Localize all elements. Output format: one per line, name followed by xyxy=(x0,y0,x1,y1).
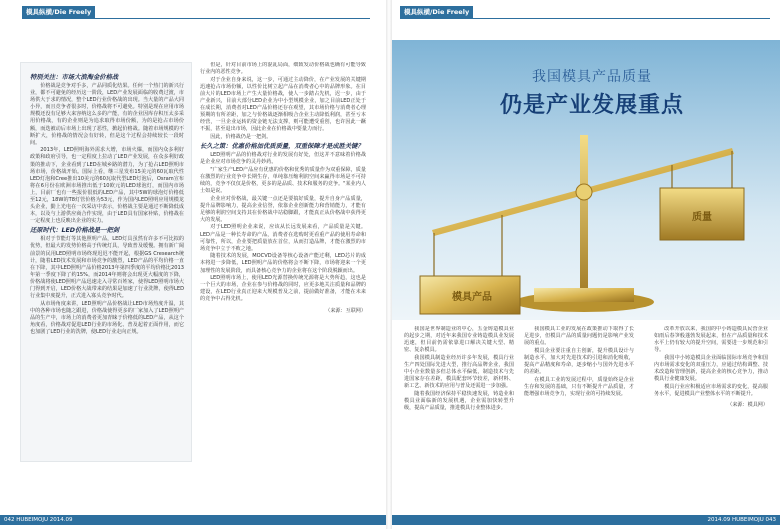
body-paragraph: "广家生产LED产品应有优惠的价格和优秀的质量作为双重保障，质量在激烈的行业竞争中长期生存，单纯靠压缩利润空间来赢得市场是不可持续的，竞争不仅仅是价格，更多的是品质、技术和服务的竞争。"某业内人士如是说。 xyxy=(200,166,366,194)
left-header-rule xyxy=(22,18,370,19)
right-header-rule xyxy=(400,18,770,19)
left-column-1 xyxy=(30,72,184,482)
left-column-2 xyxy=(200,62,366,497)
right-column-1 xyxy=(404,326,514,504)
body-paragraph: 随着技术的发展，MOCVD设备等核心设备产能过剩，LED芯片的成本将进一步降低，LED照明产品的价格将会不断下降，市场将迎来一个更加理性的发展阶段，而具备核心竞争力的企业将在这个阶段脱颖而出。 xyxy=(200,253,366,274)
body-paragraph: 从市场角度来讲，LED照明产品价格战让LED市场热度升温，其中的各种市场也随之跟进，价格战使得更多的厂家加入了LED照明产品的生产中，市场上的消费者更加青睐于价格低的LED产品，从这个角度看，价格战对促进LED行业的市场化、普及起着正面作用，而它也加剧了LED行业的洗牌，使LED行业走向正规。 xyxy=(30,300,184,336)
body-paragraph: LED照明产品的价格战对行业的发展有好处，但这并不意味着价格战是企业应对市场竞争的灵丹妙药。 xyxy=(200,152,366,166)
right-header-tag: 模具纵横/Die Freely xyxy=(400,6,473,18)
left-header-tag: 模具纵横/Die Freely xyxy=(22,6,95,18)
body-paragraph: 模具行业应积极适应市场需求的变化，提高服务水平，促进模具产业整体水平的不断提升。 xyxy=(654,383,768,397)
hero-subtitle: 我国模具产品质量 xyxy=(532,69,652,85)
body-paragraph: 我国中小铸造模具企业面临国际市场竞争和国内市场需求变化的双重压力，应通过结构调整、技术改造和管理创新，提高企业的核心竞争力，推动模具行业健康发展。 xyxy=(654,354,768,383)
hero-title: 仍是产业发展重点 xyxy=(499,93,684,118)
body-paragraph: 价格战是竞争对手多，产品同质化结果。任何一个热门的新兴行业，都不可避免的经历这一阶段，LED产业发展面临的收费过渡，市场供大于求的情况，整个LED行业价格战的出现。当大量的产品大同小异，而且竞争者很多时，价格战将不可避免。特别是现在应用市场规模还没有足够大来容纳这么多的产能，有的企业因库存积压太多采用价格战，有的企业则是为追求取得市场份额，为的是抢占市场份额，而迭被动后市场上出现了恶性，掀起价格战。随着市场规模的不断扩大，价格战的情况会有好转，但是这个过程会持续较长一段时间。 xyxy=(30,83,184,146)
body-paragraph: 但是，针对目前市场上的混乱局面，细致发动价格战也确有可能导致行业内的恶性竞争。 xyxy=(200,62,366,76)
scale-base-block xyxy=(534,288,634,302)
article-source: （来源：互联网） xyxy=(325,307,366,314)
body-paragraph: 因此，价格战仍是一把剑。 xyxy=(210,133,272,140)
right-footer: 2014.09 HUBEIMOJU 043 xyxy=(392,515,780,525)
right-column-2 xyxy=(524,326,634,504)
body-paragraph: 相对于节能灯等其他照明产品，LED灯具虽然有许多不可比拟的优势，但最大的发势价格高于传统灯具，导致普及缓慢。拥有新广阔前景的民用LED照明市场终现迟迟不能开起，根据GS Cresearch统计，随着LED技术发展和市场竞争的激烈，LED产品的平均价格一直在下降，其中LED照明产品价格2013年第四季度的平均价格比2013年第一季度下降了约15%，而2014年则将会出现更大幅度的下降，价格战将使LED照明产品迅速走入寻常百姓家，使得LED照明市场大门得到开启，LED价格大战带来的结果是加速了行业洗牌，使得LED行业集中度提升，正式进入寡头竞争时代。 xyxy=(30,236,184,300)
body-paragraph: 我国模具工业的发展在政策推动下取得了长足进步，但模具产品的质量问题仍是影响产业发展的重点。 xyxy=(524,326,634,347)
left-page xyxy=(0,0,386,529)
body-paragraph: 我国是世界制造业的中心，五金铸造模具业的起步之期，对近年来我国专业铸造模具业发展迅速，但目前仍需依靠进口解决关键大型、精密、复杂模具。 xyxy=(404,326,514,354)
body-paragraph: 改革开放以来，我国的中小铸造模具民营企业如雨后春笋般蓬勃发展起来，但在产品质量和技术水平上仍有较大的提升空间，需要进一步规范和引导。 xyxy=(654,326,768,354)
body-paragraph: 企业应对价格战，最关键一点还是要搞好质量，提升自身产品质量，提升品牌影响力，提高企业信誉，依靠企业创新能力和营销能力，才能有足够的利润空间支持其在价格战中站稳脚跟，才能真正从价格战中获得更大的发展。 xyxy=(200,195,366,223)
left-footer: 042 HUBEIMOJU 2014.09 xyxy=(0,515,386,525)
body-paragraph: 在模具工业的发展过程中，质量始终是企业生存和发展的基础，只有不断提升产品质量，才能增强市场竞争力，实现行业的可持续发展。 xyxy=(524,376,634,397)
scale-pivot xyxy=(576,184,592,200)
body-paragraph: 我国模具制造业经历许多年发展，模具行业生产四处国际先进大型，推行高品牌企业，我国中小企业数量多但总体水平偏低，制造技术与先进国家存在差距，模具配套环节较差，新材料、新工艺、新技术的应用与普及还需进一步加强。 xyxy=(404,354,514,390)
body-paragraph: 对于LED照明企业来说，应该从长远发展来看，产品质量是关键。LED产品是一种长寿命的产品，消费者在选购时更看重产品的使用寿命和可靠性，所以，企业要把质量放在首位，从而打造品牌，才能在激烈的市场竞争中立于不败之地。 xyxy=(200,224,366,252)
article-source: （来源：模具网） xyxy=(727,401,768,408)
hero-image xyxy=(392,40,780,320)
body-paragraph: LED照明市场上，使用LED光源替换传统光源将是大势所趋，这也是一个巨大的市场，企业在参与价格战的同时，应更多地关注质量和品牌的建设，在LED行业真正迎来大规模普及之前，提前做好准备，才能在未来的竞争中占得先机。 xyxy=(200,275,366,303)
section-subhead: 特別关注：市场大浪淘金价格战 xyxy=(30,74,119,81)
right-page xyxy=(392,0,780,529)
scale-pole xyxy=(580,135,588,300)
body-paragraph: 2013年，LED照明海外需求大增，市场火爆，而国内众多利好政策和政府引导，也一定程度上拉动了LED产业发展，在众多利好政策的推动下，企业看到了LED在城乡路的潜力，为了抢占LED照明市场市场，价格战开始。国际上看，继三星发布15美元的60瓦取代性LED灯泡和Cree推出10美元的60瓦取代型LED灯泡后，Osram宣布将在6月份在欧洲市场推出低于10欧元的LED球泡灯，而国内市场上，目前厂也有一些报价很低的LED产品，其中5W的球泡灯价格低至12元，18W的T8灯管价格为53元，作为国内LED照明应用规模龙头企业，勤上光电在一次采访中表示，价格战主要是通过不断降低成本，以及与上游供应商合作实现，由于LED具有国家补贴，价格战在一定程度上也反映出企业的实力。 xyxy=(30,147,184,225)
section-subhead: 长久之策：优惠价格加优质质量，双重保障才是成胜关键？ xyxy=(200,143,364,151)
body-paragraph: 随着我国经济保持平稳快速发展，铸造业和模具业面临新的发展机遇，企业需加快转型升级，提高产品质量，推进模具行业整体进步。 xyxy=(404,390,514,412)
body-paragraph: 模具企业要注重自主创新，提升模具设计与制造水平，加大对先进技术的引进和消化吸收，提高产品精度和寿命，逐步缩小与国外先进水平的差距。 xyxy=(524,347,634,376)
section-subhead: 还原时代：LED价格战是一把剑 xyxy=(30,227,120,235)
right-box-label: 质量 xyxy=(692,212,712,223)
left-box-label: 模具产品 xyxy=(452,292,492,303)
body-paragraph: 对于企业自身来说，这一步，可通过主动降价，在产业发展的关键期迅速抢占市场份额，以性价比树立起产品在消费者心中的品牌形象。在目前大片的LED市场上产生大量价格战，使人一步踏占先机，迟一步，由于产业新兴，目前大部分LED企业为中小型规模企业，加之目前LED正处于在成长期，消费者对LED产品价格还存在观望，其市场价格与消费者心理预期的有所差距，加之与价格战逐渐相吸合企业主动降低利润，甚至亏本经营，一旦企业运转的资金链无法支撑，则可能遭受重创，也许因此一蹶不振，甚至退出市场，因此企业在价格战中要量力而行。 xyxy=(200,76,366,133)
right-column-3 xyxy=(654,326,768,504)
